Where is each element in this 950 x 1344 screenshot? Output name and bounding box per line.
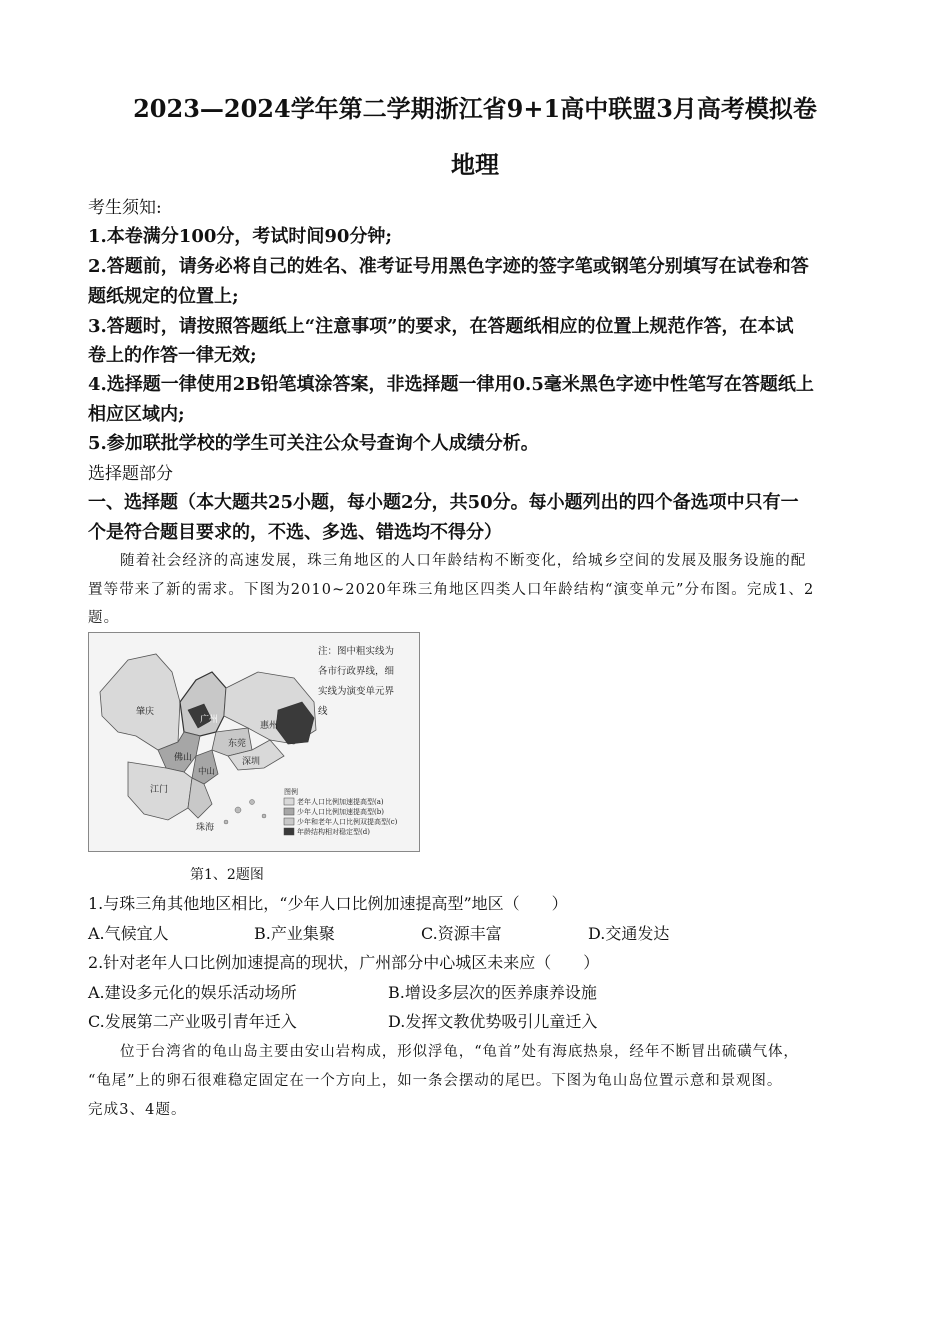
section-instruction: 个是符合题目要求的，不选、多选、错选均不得分） <box>88 522 502 543</box>
subject-title: 地理 <box>451 150 499 179</box>
question-stem: 1.与珠三角其他地区相比，“少年人口比例加速提高型”地区（ ） <box>88 894 568 913</box>
notice-line: 3.答题时，请按照答题纸上“注意事项”的要求，在答题纸相应的位置上规范作答，在本试 <box>88 316 794 337</box>
legend-swatch <box>284 808 294 815</box>
notice-line: 卷上的作答一律无效; <box>88 345 257 366</box>
notice-line: 4.选择题一律使用2B铅笔填涂答案，非选择题一律用0.5毫米黑色字迹中性笔写在答题纸上 <box>88 374 814 395</box>
passage-line: “龟尾”上的卵石很难稳定固定在一个方向上，如一条会摆动的尾巴。下图为龟山岛位置示意和景观图。 <box>88 1073 783 1089</box>
question-option: A.气候宜人 <box>88 924 169 943</box>
city-label: 惠州 <box>260 721 279 731</box>
island-shape <box>235 807 241 813</box>
question-option: B.产业集聚 <box>254 924 335 943</box>
island-shape <box>224 820 228 824</box>
legend-label: 年龄结构相对稳定型(d) <box>297 828 370 836</box>
notice-line: 相应区域内; <box>88 404 185 425</box>
legend-swatch <box>284 798 294 805</box>
passage-line: 置等带来了新的需求。下图为2010~2020年珠三角地区四类人口年龄结构“演变单元”分布图。完成1、2 <box>88 582 815 598</box>
passage-line: 完成3、4题。 <box>88 1102 187 1118</box>
question-option: A.建设多元化的娱乐活动场所 <box>88 983 297 1002</box>
legend-title: 图例 <box>284 788 298 796</box>
question-option: D.交通发达 <box>588 924 670 943</box>
city-label: 东莞 <box>228 739 247 749</box>
city-label: 江门 <box>150 785 169 795</box>
legend-label: 老年人口比例加速提高型(a) <box>297 798 384 806</box>
pearl-river-delta-map <box>88 632 420 852</box>
figure-caption: 第1、2题图 <box>190 867 264 883</box>
notice-heading: 考生须知: <box>88 198 162 218</box>
passage-line: 题。 <box>88 610 120 626</box>
notice-line: 题纸规定的位置上; <box>88 286 239 307</box>
passage-line: 位于台湾省的龟山岛主要由安山岩构成，形似浮龟，“龟首”处有海底热泉，经年不断冒出硫磺气体， <box>120 1044 799 1060</box>
map-note-line: 注：图中粗实线为 <box>318 646 395 657</box>
question-stem: 2.针对老年人口比例加速提高的现状，广州部分中心城区未来应（ ） <box>88 953 600 972</box>
city-label: 广州 <box>200 715 219 725</box>
island-shape <box>250 800 255 805</box>
notice-line: 5.参加联批学校的学生可关注公众号查询个人成绩分析。 <box>88 433 539 454</box>
question-option: C.资源丰富 <box>421 924 502 943</box>
section-instruction: 一、选择题（本大题共25小题，每小题2分，共50分。每小题列出的四个备选项中只有一 <box>88 492 799 513</box>
city-label: 佛山 <box>174 753 193 763</box>
island-shape <box>262 814 266 818</box>
city-label: 珠海 <box>196 823 215 833</box>
exam-title: 2023—2024学年第二学期浙江省9+1高中联盟3月高考模拟卷 <box>133 94 817 123</box>
legend-swatch <box>284 818 294 825</box>
legend-label: 少年和老年人口比例双提高型(c) <box>297 818 398 826</box>
map-note-line: 各市行政界线，细 <box>318 666 395 677</box>
city-label: 肇庆 <box>136 707 155 717</box>
notice-line: 2.答题前，请务必将自己的姓名、准考证号用黑色字迹的签字笔或钢笔分别填写在试卷和答 <box>88 256 809 277</box>
map-note-line: 实线为演变单元界 <box>318 686 395 697</box>
question-option: C.发展第二产业吸引青年迁入 <box>88 1012 297 1031</box>
city-label: 深圳 <box>242 757 261 767</box>
question-option: D.发挥文教优势吸引儿童迁入 <box>388 1012 598 1031</box>
question-option: B.增设多层次的医养康养设施 <box>388 983 597 1002</box>
city-label: 中山 <box>198 767 216 777</box>
notice-line: 1.本卷满分100分，考试时间90分钟; <box>88 226 393 247</box>
section-part: 选择题部分 <box>88 464 173 484</box>
legend-label: 少年人口比例加速提高型(b) <box>297 808 384 816</box>
legend-swatch <box>284 828 294 835</box>
map-note-line: 线 <box>318 706 328 717</box>
passage-line: 随着社会经济的高速发展，珠三角地区的人口年龄结构不断变化，给城乡空间的发展及服务设施的配 <box>120 553 807 569</box>
